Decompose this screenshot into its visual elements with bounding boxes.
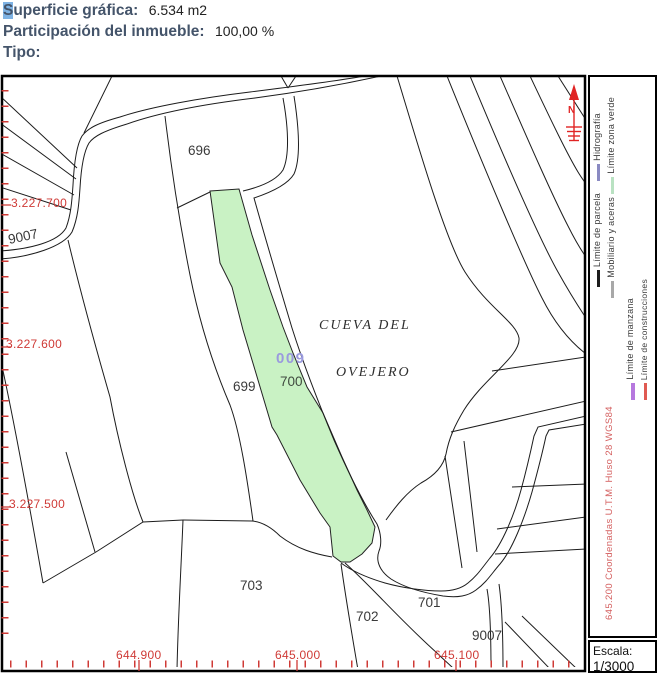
legend-symbol-zona-verde	[611, 177, 614, 194]
selected-char: S	[3, 2, 14, 19]
legend-symbol-hidrografia	[597, 164, 600, 181]
participation-value: 100,00 %	[215, 23, 275, 39]
legend-symbol-mobiliario	[611, 281, 614, 298]
legend-label-construcciones: Límite de construcciones	[639, 278, 649, 380]
x-grid-label-0: 644.900	[116, 648, 162, 662]
parcel-label-701: 701	[418, 595, 441, 610]
legend-label-zona-verde: Límite zona verde	[606, 97, 616, 174]
type-label: Tipo:	[3, 44, 41, 61]
parcel-label-699: 699	[233, 379, 256, 394]
legend-label-limite-parcela: Límite de parcela	[592, 192, 602, 267]
parcel-label-702: 702	[356, 609, 379, 624]
y-grid-label-2: 3.227.500	[9, 497, 66, 511]
highlighted-parcel-code: 009	[276, 350, 306, 367]
x-grid-label-1: 645.000	[275, 648, 321, 662]
legend-symbol-limite-parcela	[597, 270, 600, 287]
road-label-9007-bottom: 9007	[472, 628, 503, 643]
participation-label: Participación del inmueble:	[3, 23, 205, 40]
y-grid-label-1: 3.227.600	[6, 337, 63, 351]
legend-label-mobiliario: Mobiliario y aceras	[606, 197, 616, 278]
scale-label: Escala:	[593, 644, 633, 658]
legend-label-manzana: Límite de manzana	[625, 298, 635, 380]
x-grid-label-2: 645.100	[434, 648, 480, 662]
parcel-label-696: 696	[188, 143, 211, 158]
surface-value: 6.534 m2	[148, 2, 208, 18]
legend-symbol-manzana	[631, 383, 635, 400]
north-label: N	[568, 105, 576, 116]
parcel-label-700: 700	[280, 374, 303, 389]
surface-label-rest: uperficie gráfica:	[13, 2, 139, 19]
crs-note: 645.200 Coordenadas U.T.M. Huso 28 WGS84	[604, 405, 615, 620]
scale-value: 1/3000	[593, 659, 635, 674]
legend-label-hidrografia: Hidrografía	[592, 113, 602, 161]
road-label-9007-top: 9007	[6, 226, 40, 247]
scale-box	[593, 644, 653, 674]
legend-symbol-construcciones	[644, 383, 647, 400]
y-grid-label-0: 3.227.700	[11, 196, 68, 210]
place-name-line1: CUEVA DEL	[319, 318, 411, 333]
parcel-label-703: 703	[240, 578, 263, 593]
place-name-line2: OVEJERO	[336, 365, 411, 380]
